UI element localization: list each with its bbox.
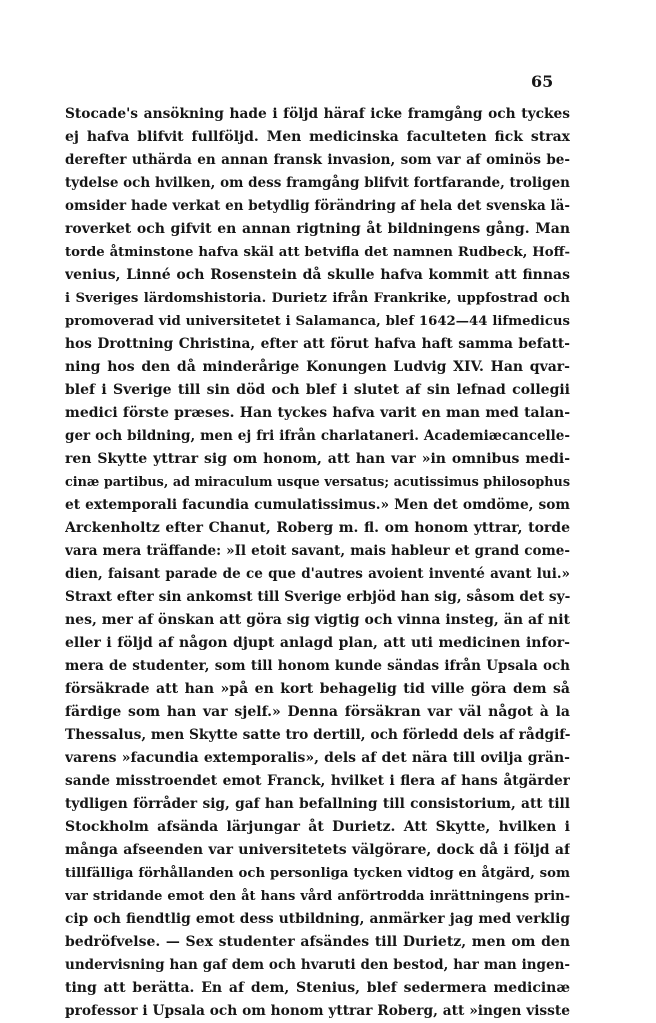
text-line: ning hos den då minderårige Konungen Ludvig XIV. Han qvar- [65,359,570,375]
text-line: ej hafva blifvit fullföljd. Men medicinska faculteten fick strax [65,129,570,145]
text-line: ren Skytte yttrar sig om honom, att han var »in omnibus medi- [65,451,570,467]
text-line: tydelse och hvilken, om dess framgång blifvit fortfarande, troligen [65,175,570,191]
text-line: var stridande emot den åt hans vård anförtrodda inrättningens prin- [65,889,570,904]
text-line: torde åtminstone hafva skäl att betvifla det namnen Rudbeck, Hoff- [65,245,570,260]
text-line: et extemporali facundia cumulatissimus.» Men det omdöme, som [65,497,570,513]
text-line: mera de studenter, som till honom kunde sändas ifrån Upsala och [65,658,570,674]
text-line: venius, Linné och Rosenstein då skulle hafva kommit att finnas [65,267,570,283]
text-line: eller i följd af någon djupt anlagd plan, att uti medicinen infor- [65,635,570,651]
text-line: Stocade's ansökning hade i följd häraf icke framgång och tyckes [65,106,570,122]
text-line: nes, mer af önskan att göra sig vigtig och vinna insteg, än af nit [65,612,570,628]
text-line: försäkrade att han »på en kort behagelig tid ville göra dem så [65,681,570,697]
text-line: sande misstroendet emot Franck, hvilket i flera af hans åtgärder [65,773,570,789]
text-line: cip och fiendtlig emot dess utbildning, anmärker jag med verklig [65,911,570,927]
body-text [65,103,570,1023]
text-line: Arckenholtz efter Chanut, Roberg m. fl. om honom yttrar, torde [65,520,570,536]
text-line: tillfälliga förhållanden och personliga tycken vidtog en åtgärd, som [65,866,570,881]
text-line: roverket och gifvit en annan rigtning åt bildningens gång. Man [65,221,570,237]
text-line: undervisning han gaf dem och hvaruti den bestod, har man ingen- [65,957,570,973]
text-line: professor i Upsala och om honom yttrar Roberg, att »ingen visste [65,1003,570,1019]
text-line: vara mera träffande: »Il etoit savant, mais hableur et grand come- [65,543,570,559]
text-line: derefter uthärda en annan fransk invasion, som var af ominös be- [65,152,570,168]
text-line: blef i Sverige till sin död och blef i slutet af sin lefnad collegii [65,382,570,398]
text-line: omsider hade verkat en betydlig förändring af hela det svenska lä- [65,198,570,214]
text-line: dien, faisant parade de ce que d'autres avoient inventé avant lui.» [65,566,570,582]
text-line: promoverad vid universitetet i Salamanca, blef 1642—44 lifmedicus [65,314,570,329]
page-number: 65 [531,72,554,91]
text-line: Stockholm afsända lärjungar åt Durietz. Att Skytte, hvilken i [65,819,570,835]
text-line: cinæ partibus, ad miraculum usque versatus; acutissimus philosophus [65,475,570,490]
text-line: Thessalus, men Skytte satte tro dertill, och förledd dels af rådgif- [65,727,570,743]
text-line: i Sveriges lärdomshistoria. Durietz ifrån Frankrike, uppfostrad och [65,291,570,306]
text-line: färdige som han var sjelf.» Denna försäkran var väl något à la [65,704,570,720]
text-line: hos Drottning Christina, efter att förut hafva haft samma befatt- [65,336,570,352]
text-line: varens »facundia extemporalis», dels af det nära till ovilja grän- [65,750,570,766]
text-line: Straxt efter sin ankomst till Sverige erbjöd han sig, såsom det sy- [65,589,570,605]
text-line: bedröfvelse. — Sex studenter afsändes till Durietz, men om den [65,934,570,950]
text-line: tydligen förråder sig, gaf han befallning till consistorium, att till [65,796,570,812]
text-line: ger och bildning, men ej fri ifrån charlataneri. Academiæcancelle- [65,428,570,444]
text-line: många afseenden var universitetets välgörare, dock då i följd af [65,842,570,858]
text-line: ting att berätta. En af dem, Stenius, blef sedermera medicinæ [65,980,570,996]
text-line: medici förste præses. Han tyckes hafva varit en man med talan- [65,405,570,421]
